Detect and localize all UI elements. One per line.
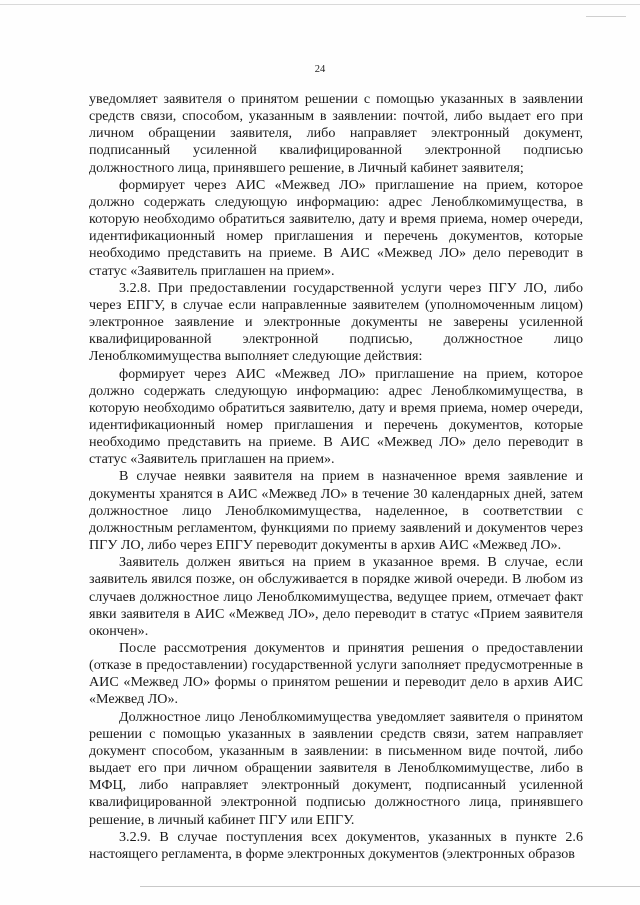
paragraph: 3.2.8. При предоставлении государственной услуги через ПГУ ЛО, либо через ЕПГУ, в случае если направленные заявителем (уполномоченным лицом) электронное заявление и электронные документы не заверены усиленной квалифицированной электронной подписью, должностное лицо Леноблкомимущества выполняет следующие действия: <box>89 279 583 365</box>
paragraph: 3.2.9. В случае поступления всех документов, указанных в пункте 2.6 настоящего регламента, в форме электронных документов (электронных образов <box>89 828 583 862</box>
paragraph: Заявитель должен явиться на прием в указанное время. В случае, если заявитель явился позже, он обслуживается в порядке живой очереди. В любом из случаев должностное лицо Леноблкомимущества, ведущее прием, отмечает факт явки заявителя в АИС «Межвед ЛО», дело переводит в статус «Прием заявителя окончен». <box>89 554 583 639</box>
paragraph: формирует через АИС «Межвед ЛО» приглашение на прием, которое должно содержать следующую информацию: адрес Леноблкомимущества, в которую необходимо обратиться заявителю, дату и время приема, номер очереди, идентификационный номер приглашения и перечень документов, которые необходимо представить на приеме. В АИС «Межвед ЛО» дело переводит в статус «Заявитель приглашен на прием». <box>89 176 583 279</box>
paragraph: После рассмотрения документов и принятия решения о предоставлении (отказе в предоставлении) государственной услуги заполняет предусмотренные в АИС «Межвед ЛО» формы о принятом решении и переводит дело в архив АИС «Межвед ЛО». <box>89 640 583 708</box>
page-number: 24 <box>314 64 326 75</box>
scan-mark <box>586 16 626 17</box>
scan-edge-top <box>0 4 640 5</box>
scan-edge-bottom <box>140 886 640 887</box>
document-body <box>89 91 583 863</box>
paragraph: В случае неявки заявителя на прием в назначенное время заявление и документы хранятся в АИС «Межвед ЛО» в течение 30 календарных дней, затем должностное лицо Леноблкомимущества, наделенное, в соответствии с должностным регламентом, функциями по приему заявлений и документов через ПГУ ЛО, либо через ЕПГУ переводит документы в архив АИС «Межвед ЛО». <box>89 468 583 554</box>
paragraph: Должностное лицо Леноблкомимущества уведомляет заявителя о принятом решении с помощью указанных в заявлении средств связи, затем направляет документ способом, указанным в заявлении: в письменном виде почтой, либо выдает его при личном обращении заявителя в Леноблкомимуществе, либо в МФЦ, либо направляет электронный документ, подписанный усиленной квалифицированной электронной подписью должностного лица, принявшего решение, в личный кабинет ПГУ или ЕПГУ. <box>89 708 583 828</box>
paragraph: уведомляет заявителя о принятом решении с помощью указанных в заявлении средств связи, способом, указанным в заявлении: почтой, либо выдает его при личном обращении заявителя, либо направляет электронный документ, подписанный усиленной квалифицированной электронной подписью должностного лица, принявшего решение, в Личный кабинет заявителя; <box>89 91 583 176</box>
paragraph: формирует через АИС «Межвед ЛО» приглашение на прием, которое должно содержать следующую информацию: адрес Леноблкомимущества, в которую необходимо обратиться заявителю, дату и время приема, номер очереди, идентификационный номер приглашения и перечень документов, которые необходимо представить на приеме. В АИС «Межвед ЛО» дело переводит в статус «Заявитель приглашен на прием». <box>89 365 583 468</box>
